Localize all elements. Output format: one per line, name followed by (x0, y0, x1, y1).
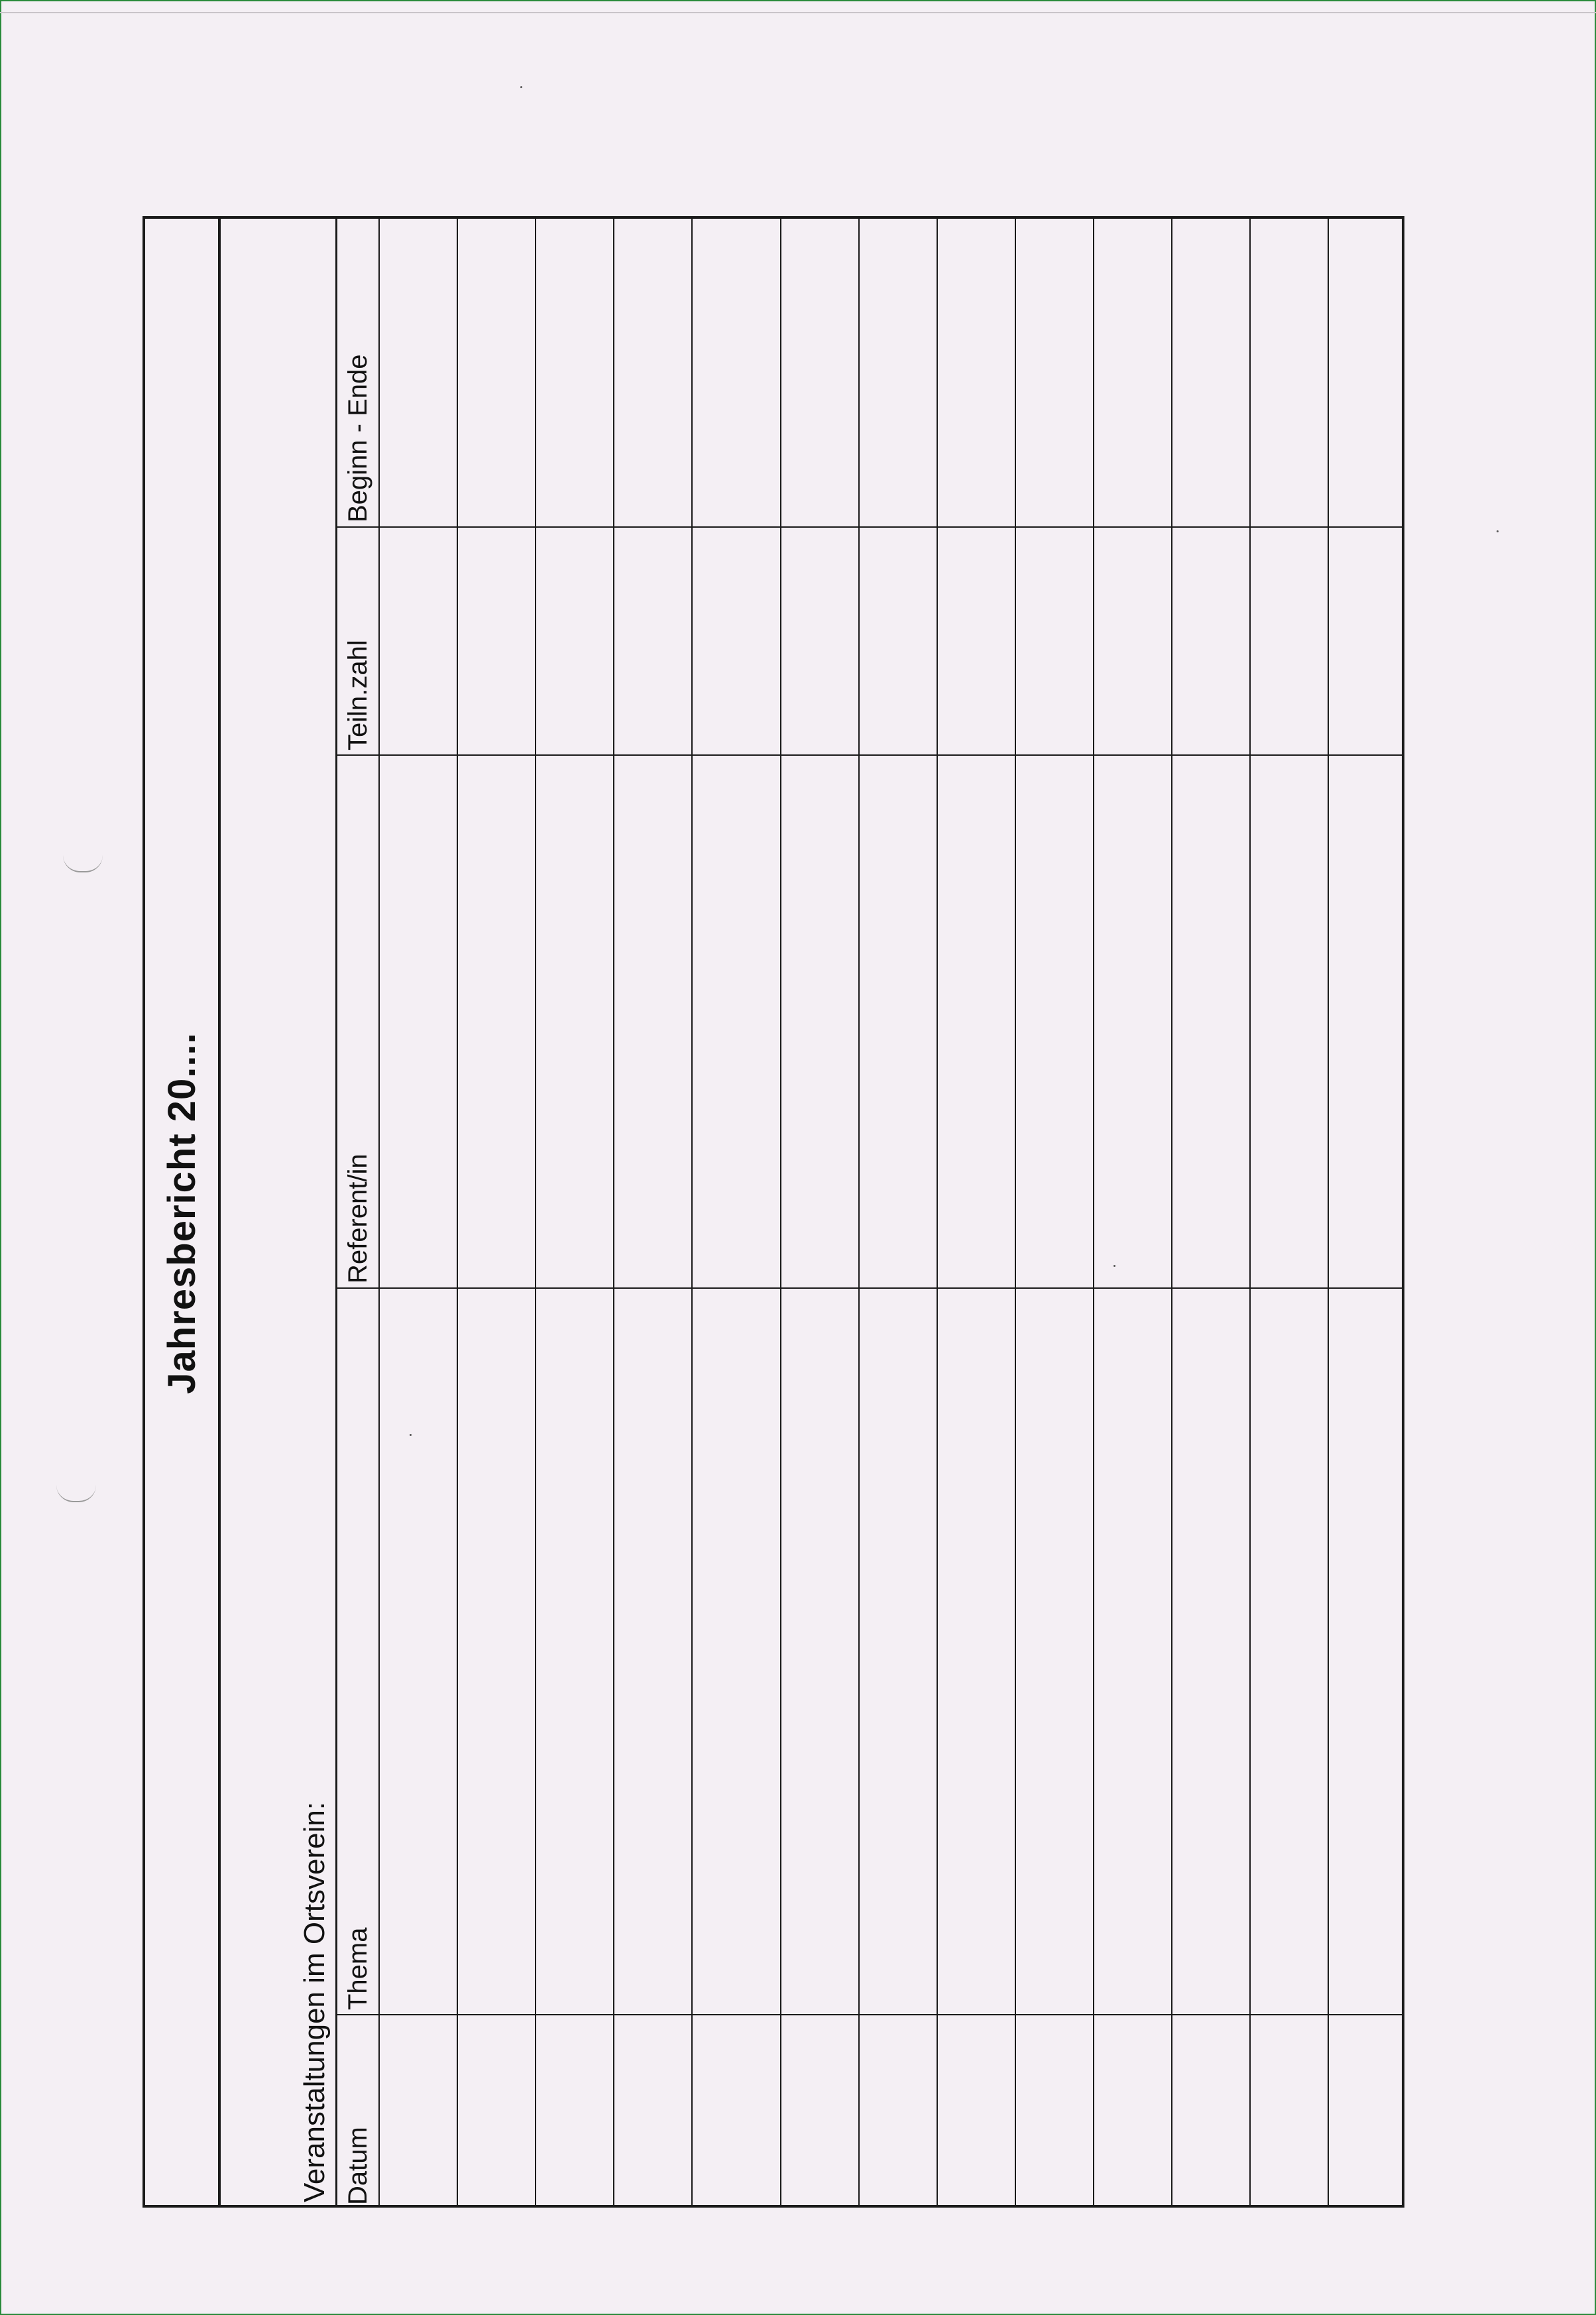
table-row[interactable] (380, 219, 457, 2208)
table-row[interactable] (1329, 219, 1399, 2208)
subtitle-band (221, 219, 337, 2208)
page-title: Jahresbericht 20.... (160, 1032, 203, 1394)
table-row[interactable] (1016, 219, 1093, 2208)
table-row[interactable] (614, 219, 691, 2208)
table-row[interactable] (860, 219, 937, 2208)
report-form-upright (142, 219, 1402, 2208)
report-form (142, 219, 1402, 2208)
table-row[interactable] (536, 219, 613, 2208)
table-row[interactable] (1172, 219, 1249, 2208)
table-row[interactable] (938, 219, 1015, 2208)
table-row[interactable] (458, 219, 535, 2208)
scan-speck (520, 86, 522, 88)
table-row[interactable] (1094, 219, 1171, 2208)
scan-speck (1497, 530, 1499, 532)
title-band (142, 219, 221, 2208)
table-row[interactable] (693, 219, 780, 2208)
column-header-teilnehmer: Teiln.zahl (343, 640, 372, 750)
column-header-datum: Datum (343, 2127, 372, 2205)
section-subtitle: Veranstaltungen im Ortsverein: (298, 1801, 331, 2202)
column-header-thema: Thema (343, 1927, 372, 2010)
scan-edge (0, 12, 1596, 13)
events-table (337, 219, 1402, 2208)
column-header-zeit: Beginn - Ende (343, 354, 372, 522)
table-row[interactable] (1251, 219, 1328, 2208)
column-header-referent: Referent/in (343, 1154, 372, 1283)
table-row[interactable] (781, 219, 858, 2208)
